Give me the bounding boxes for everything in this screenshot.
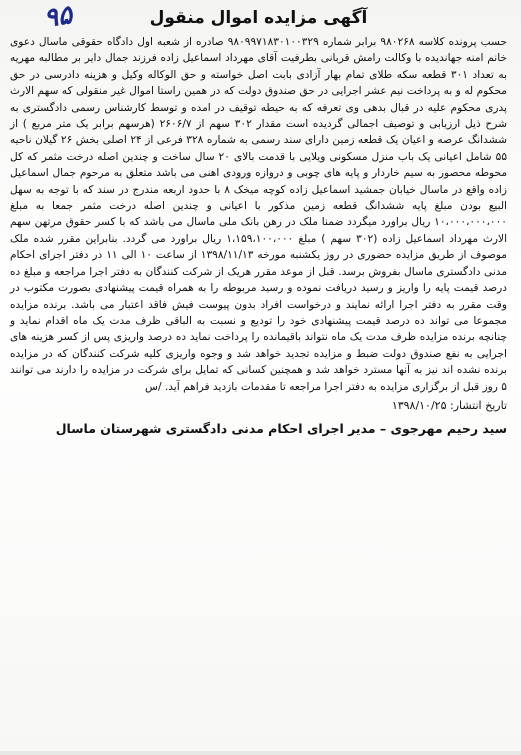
notice-body: حسب پرونده کلاسه ۹۸۰۲۶۸ برابر شماره ۹۸۰۹۹۷۱۸۳۰۱۰۰۳۲۹ صادره از شعبه اول دادگاه حقوقی ماسال دعوی خانم امنه جهاندیده با وکالت رامش قربانی بطرفیت آقای مهرداد اسماعیل زاده فرزند جمال دایر بر مطالبه مهریه به تعداد ۳۰۱ قطعه سکه طلای تمام بهار آزادی بابت اصل خواسته و حق الوکاله وکیل و هزینه دادرسی در حق محکوم له و به پرداخت نیم عشر اجرایی در حق صندوق دولت که در همین راستا اموال غیر منقولی که سهم الارث پدری محکوم علیه در قبال بدهی وی تعرفه که به حیطه توقیف در امده و توسط کارشناس رسمی دادگستری به شرح ذیل ارزیابی و توصیف اجمالی گردیده است مقدار ۳۰۲ سهم از ۲۶۰۶/۷ (هرسهم برابر یک متر مربع ) از ششدانگ عرصه و اعیان یک قطعه زمین دارای سند رسمی به شماره ۳۲۸ فرعی از ۲۴ اصلی بخش ۲۶ گیلان ناحیه ۵۵ شامل اعیانی یک باب منزل مسکونی ویلایی با قدمت بالای ۲۰ سال ساخت و چندین اصله درخت مثمر که کل محوطه محصور به سیم خاردار و پایه های چوبی و دروازه ورودی اهنی می باشد متعلق به مرحوم جمال اسماعیل زاده واقع در ماسال خیابان جمشید اسماعیل زاده کوچه میخک ۸ با حدود اربعه مندرج در سند که با توجه به سهل البیع بودن مبلغ پایه ششدانگ قطعه زمین مذکور با اعیانی و چندین اصله درخت مثمر جمعا به مبلغ ۱۰،۰۰۰،۰۰۰،۰۰۰ ریال براورد میگردد ضمنا ملک در رهن بانک ملی ماسال می باشد که با کسر حقوق مرتهن سهم الارث مهرداد اسماعیل زاده (۳۰۲ سهم ) مبلغ ۱،۱۵۹،۱۰۰،۰۰۰ ریال براورد می گردد. بنابراین مقرر شده ملک موصوف از طریق مزایده حضوری در روز یکشنبه مورخه ۱۳۹۸/۱۱/۱۳ از ساعت ۱۰ الی ۱۱ در دفتر اجرای احکام مدنی دادگستری ماسال بفروش برسد. قبل از موعد مقرر هریک از شرکت کنندگان به دفتر اجرا مراجعه و مبلغ ده درصد قیمت پایه را واریز و رسید دریافت نموده و رسید مربوطه را به همراه قیمت پیشنهادی بصورت مکتوب در وقت مقرر به دفتر اجرا ارائه نمایند و درخواست افراد بدون پیوست فیش فاقد اعتبار می باشد. برنده مزایده مجموعا می تواند ده درصد قیمت پیشنهادی خود را تودیع و نسبت به الباقی ظرف مدت یک ماه اقدام نماید و چنانچه برنده مزایده ظرف مدت یک ماه نتواند باقیمانده را پرداخت نماید ده درصد واریزی پس از کسر هزینه های اجرایی به نفع صندوق دولت ضبط و مزایده تجدید خواهد شد و وجوه واریزی کلیه شرکت کنندگان که در مزایده برنده نشده اند نیز به آنها مسترد خواهد شد و همچنین کسانی که تمایل برای شرکت در مزایده را دارند می توانند ۵ روز قبل از برگزاری مزایده به دفتر اجرا مراجعه تا مقدمات بازدید فراهم آید. /س <box>10 36 508 393</box>
signature-line: سید رحیم مهرجوی – مدیر اجرای احکام مدنی دادگستری شهرستان ماسال <box>55 420 507 436</box>
handwritten-mark: ۹۵ <box>42 0 74 34</box>
publication-date: تاریخ انتشار: ۱۳۹۸/۱۰/۲۵ <box>391 398 507 412</box>
bottom-edge <box>0 751 521 755</box>
notice-title: آگهی مزایده اموال منقول <box>149 8 368 28</box>
